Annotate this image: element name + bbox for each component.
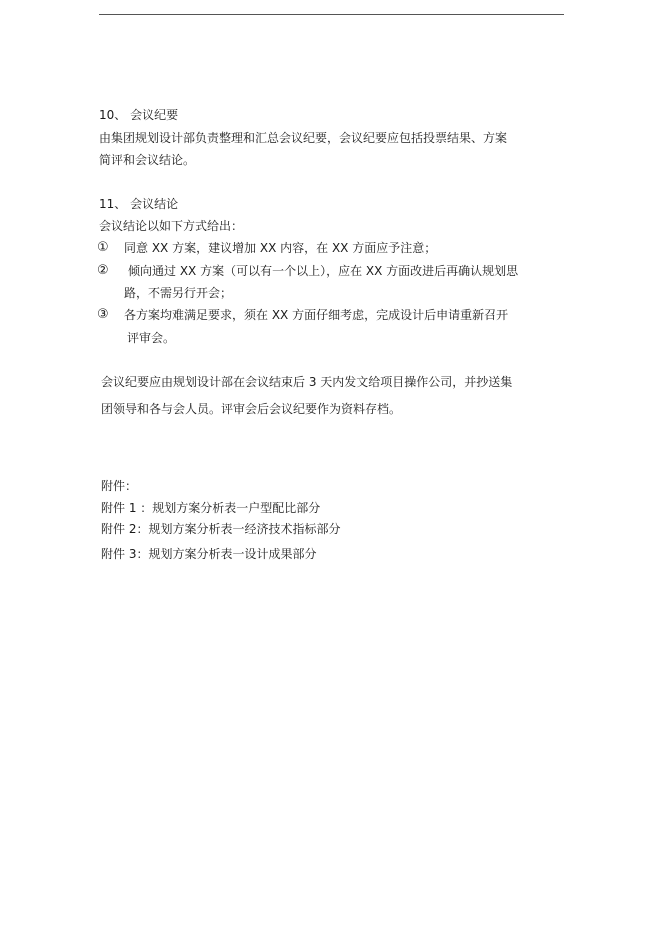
attachments-label: 附件：	[101, 479, 138, 493]
list-marker-2: ②	[97, 263, 109, 278]
attachment-1: 附件 1 ：规划方案分析表一户型配比部分	[101, 501, 321, 515]
list-item-3-line-1: 各方案均难满足要求，须在 XX 方面仔细考虑，完成设计后申请重新召开	[124, 308, 509, 322]
attachment-3: 附件 3：规划方案分析表一设计成果部分	[101, 547, 317, 561]
list-item-1-line-1: 同意 XX 方案，建议增加 XX 内容，在 XX 方面应予注意；	[124, 241, 437, 255]
list-item-2-line-1: 倾向通过 XX 方案（可以有一个以上），应在 XX 方面改进后再确认规划思	[128, 264, 519, 278]
distribution-line-1: 会议纪要应由规划设计部在会议结束后 3 天内发文给项目操作公司，并抄送集	[101, 375, 513, 389]
section-11-heading: 11、 会议结论	[99, 197, 179, 211]
header-rule	[99, 14, 564, 15]
list-item-2-line-2: 路，不需另行开会；	[124, 286, 233, 300]
section-11-intro: 会议结论以如下方式给出：	[99, 219, 244, 233]
section-10-heading: 10、 会议纪要	[99, 108, 179, 122]
section-10-body-line-2: 简评和会议结论。	[99, 153, 196, 167]
list-marker-3: ③	[97, 307, 109, 322]
list-marker-1: ①	[97, 240, 109, 255]
distribution-line-2: 团领导和各与会人员。评审会后会议纪要作为资料存档。	[101, 402, 402, 416]
section-10-body-line-1: 由集团规划设计部负责整理和汇总会议纪要，会议纪要应包括投票结果、方案	[99, 131, 508, 145]
list-item-3-line-2: 评审会。	[127, 331, 176, 345]
attachment-2: 附件 2：规划方案分析表一经济技术指标部分	[101, 522, 341, 536]
